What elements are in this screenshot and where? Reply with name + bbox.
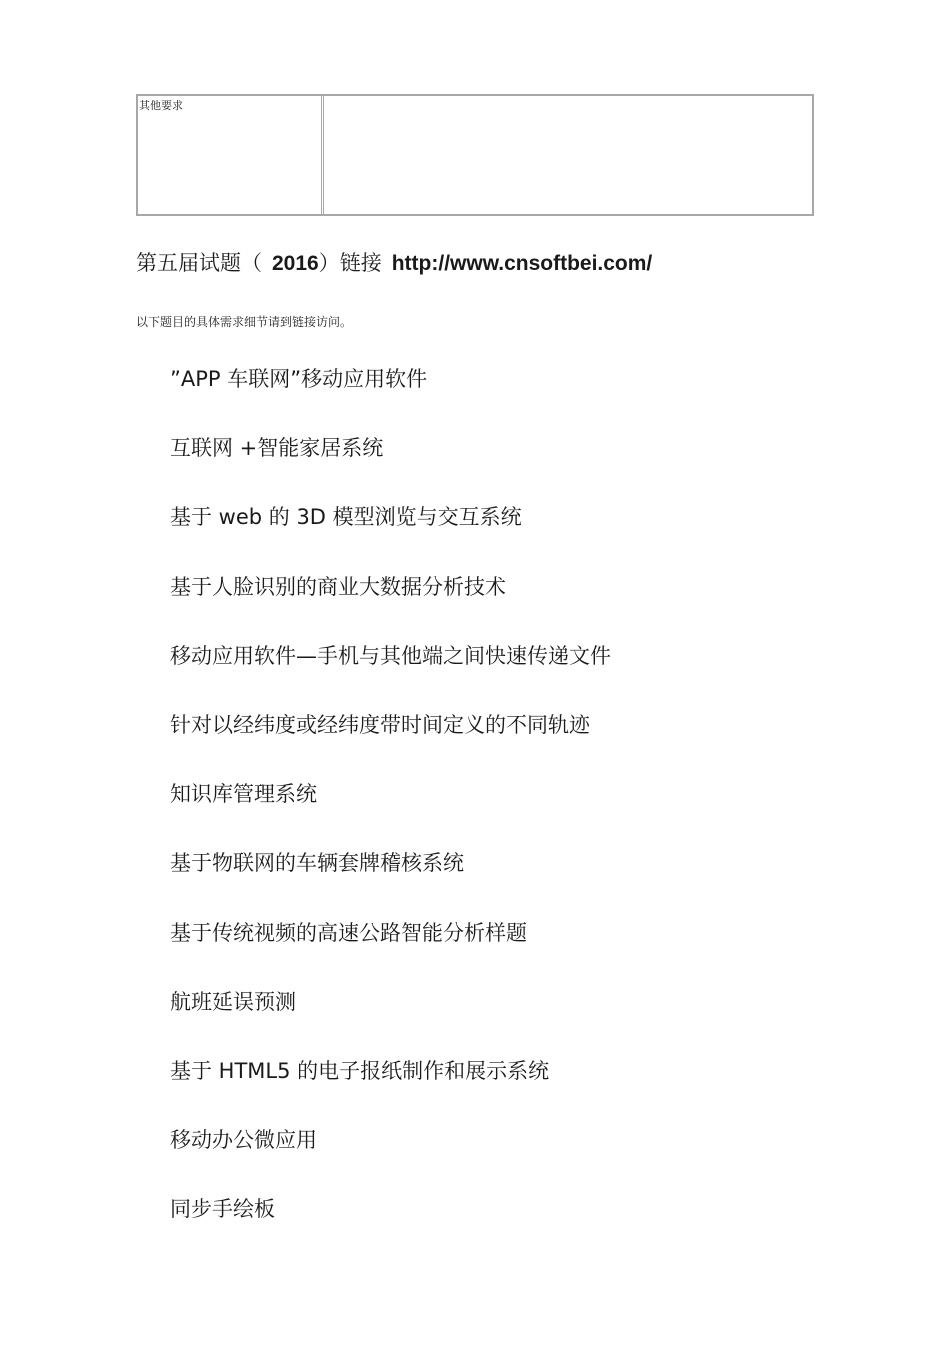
list-item: 互联网 +智能家居系统 [170, 436, 384, 461]
list-item: 针对以经纬度或经纬度带时间定义的不同轨迹 [170, 712, 590, 737]
list-item: 基于人脸识别的商业大数据分析技术 [170, 574, 506, 599]
list-item: 移动办公微应用 [170, 1128, 317, 1153]
heading-prefix: 第五届试题（ [136, 251, 262, 275]
list-item: 基于传统视频的高速公路智能分析样题 [170, 920, 527, 945]
heading-year: 2016 [272, 252, 319, 275]
contest-heading [136, 246, 652, 281]
instruction-note: 以下题目的具体需求细节请到链接访问。 [136, 315, 353, 329]
list-item: 同步手绘板 [170, 1197, 275, 1222]
contest-link[interactable]: http://www.cnsoftbei.com/ [391, 252, 653, 275]
list-item: ”APP 车联网”移动应用软件 [170, 367, 428, 391]
requirements-table [136, 94, 814, 216]
topic-list [170, 362, 611, 1261]
heading-suffix: ）链接 [318, 251, 382, 275]
list-item: 基于 HTML5 的电子报纸制作和展示系统 [170, 1058, 550, 1083]
list-item: 移动应用软件—手机与其他端之间快速传递文件 [170, 643, 611, 668]
list-item: 基于 web 的 3D 模型浏览与交互系统 [170, 505, 522, 530]
other-requirements-value [324, 96, 812, 214]
list-item: 知识库管理系统 [170, 782, 317, 807]
list-item: 航班延误预测 [170, 989, 296, 1014]
other-requirements-label: 其他要求 [138, 96, 324, 214]
list-item: 基于物联网的车辆套牌稽核系统 [170, 851, 464, 876]
